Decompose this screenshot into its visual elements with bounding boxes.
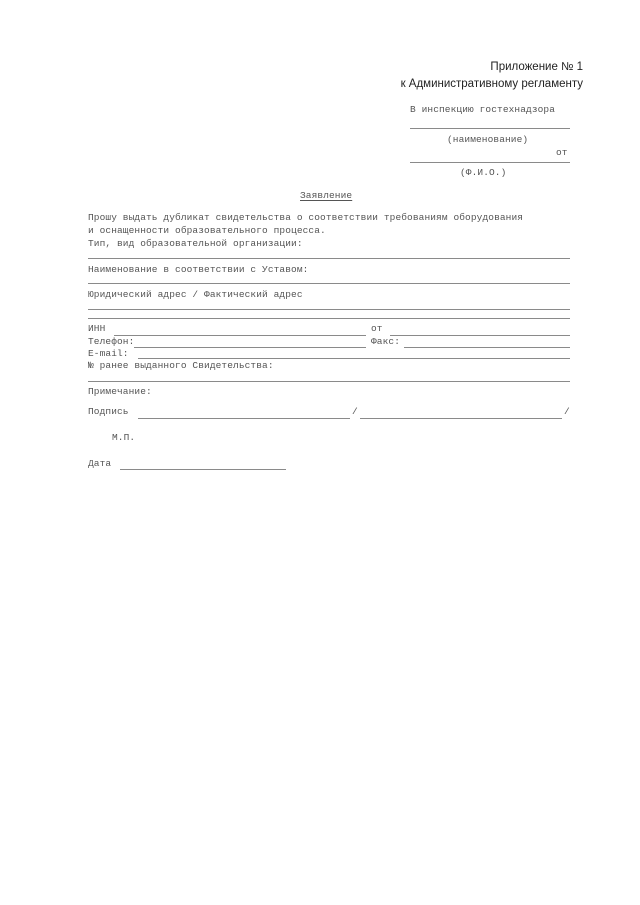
fax-label: Факс: bbox=[371, 336, 401, 347]
address-line-1 bbox=[88, 309, 570, 310]
org-type-line bbox=[88, 258, 570, 259]
stamp-label: М.П. bbox=[112, 432, 136, 443]
signature-name-line bbox=[360, 418, 562, 419]
phone-label: Телефон: bbox=[88, 336, 135, 347]
address-line-2 bbox=[88, 318, 570, 319]
addressee-to: В инспекцию гостехнадзора bbox=[410, 104, 556, 115]
signature-slash-2: / bbox=[564, 406, 570, 417]
signature-slash-1: / bbox=[352, 406, 358, 417]
signature-line bbox=[138, 418, 350, 419]
inn-label: ИНН bbox=[88, 323, 106, 334]
request-line-1: Прошу выдать дубликат свидетельства о соответствии требованиям оборудования bbox=[88, 212, 524, 223]
date-label: Дата bbox=[88, 458, 112, 469]
fax-line bbox=[404, 347, 570, 348]
document-title: Заявление bbox=[300, 190, 353, 201]
date-line bbox=[120, 469, 286, 470]
inn-line bbox=[114, 335, 366, 336]
addressee-from: от bbox=[556, 147, 568, 158]
signature-label: Подпись bbox=[88, 406, 129, 417]
org-type-label: Тип, вид образовательной организации: bbox=[88, 238, 303, 249]
charter-name-line bbox=[88, 283, 570, 284]
appendix-reference: к Административному регламенту bbox=[400, 78, 583, 90]
addressee-name-line bbox=[410, 128, 570, 129]
address-label: Юридический адрес / Фактический адрес bbox=[88, 289, 303, 300]
addressee-fio-line bbox=[410, 162, 570, 163]
note-label: Примечание: bbox=[88, 386, 152, 397]
cert-number-label: № ранее выданного Свидетельства: bbox=[88, 360, 274, 371]
appendix-number: Приложение № 1 bbox=[490, 61, 583, 73]
addressee-fio-hint: (Ф.И.О.) bbox=[460, 167, 507, 178]
request-line-2: и оснащенности образовательного процесса. bbox=[88, 225, 326, 236]
email-label: E-mail: bbox=[88, 348, 129, 359]
email-line bbox=[138, 358, 570, 359]
addressee-name-hint: (наименование) bbox=[447, 134, 529, 145]
charter-name-label: Наименование в соответствии с Уставом: bbox=[88, 264, 309, 275]
inn-date-line bbox=[390, 335, 570, 336]
phone-line bbox=[134, 347, 366, 348]
cert-number-line bbox=[88, 381, 570, 382]
inn-date-label: от bbox=[371, 323, 383, 334]
